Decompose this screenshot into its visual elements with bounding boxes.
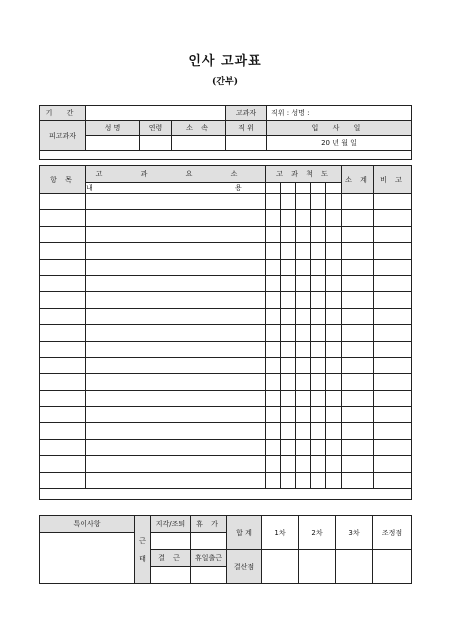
table-cell[interactable] (296, 325, 311, 341)
table-row (40, 456, 412, 472)
table-cell[interactable] (342, 407, 374, 423)
dept-label: 소 속 (172, 121, 226, 136)
table-cell[interactable] (296, 308, 311, 324)
table-cell[interactable] (311, 439, 326, 455)
table-cell[interactable] (311, 456, 326, 472)
table-cell[interactable] (311, 259, 326, 275)
table-cell[interactable] (374, 472, 412, 488)
absence-label: 결 근 (151, 550, 191, 567)
table-cell[interactable] (266, 292, 281, 308)
table-cell[interactable] (311, 325, 326, 341)
item-header: 항 목 (40, 166, 86, 194)
table-cell[interactable] (86, 341, 266, 357)
table-cell[interactable] (374, 390, 412, 406)
table-row (40, 308, 412, 324)
table-cell[interactable] (311, 308, 326, 324)
table-cell[interactable] (342, 243, 374, 259)
table-cell[interactable] (266, 390, 281, 406)
table-cell[interactable] (40, 308, 86, 324)
table-cell[interactable] (266, 210, 281, 226)
table-cell[interactable] (281, 456, 296, 472)
table-cell[interactable] (281, 210, 296, 226)
page-title: 인사 고과표 (188, 54, 262, 69)
table-cell[interactable] (86, 390, 266, 406)
table-row (40, 243, 412, 259)
table-cell[interactable] (326, 374, 342, 390)
table-row (40, 341, 412, 357)
dept-field[interactable] (172, 136, 226, 151)
table-cell[interactable] (342, 357, 374, 373)
table-cell[interactable] (281, 423, 296, 439)
table-cell[interactable] (342, 210, 374, 226)
table-cell[interactable] (374, 308, 412, 324)
table-cell[interactable] (342, 390, 374, 406)
table-cell[interactable] (326, 308, 342, 324)
table-cell[interactable] (266, 472, 281, 488)
table-cell[interactable] (40, 439, 86, 455)
table-cell[interactable] (326, 292, 342, 308)
table-cell[interactable] (296, 390, 311, 406)
table-cell[interactable] (342, 439, 374, 455)
table-cell[interactable] (374, 243, 412, 259)
table-cell[interactable] (311, 275, 326, 291)
table-row (40, 275, 412, 291)
table-cell[interactable] (296, 275, 311, 291)
table-row (40, 407, 412, 423)
evaluator-fields[interactable]: 직위 : 성명 : (267, 106, 412, 121)
first-label: 1차 (262, 516, 299, 550)
table-cell[interactable] (266, 325, 281, 341)
element-header: 고 과 요 소 (86, 166, 266, 183)
table-row (40, 390, 412, 406)
table-cell[interactable] (374, 325, 412, 341)
holiday-work-field[interactable] (191, 567, 227, 584)
late-field[interactable] (151, 533, 191, 550)
table-cell[interactable] (266, 259, 281, 275)
holiday-work-label: 휴일출근 (191, 550, 227, 567)
table-cell[interactable] (374, 292, 412, 308)
table-cell[interactable] (296, 472, 311, 488)
table-cell[interactable] (326, 357, 342, 373)
table-cell[interactable] (86, 472, 266, 488)
table-cell[interactable] (342, 374, 374, 390)
table-cell[interactable] (281, 374, 296, 390)
table-cell[interactable] (40, 357, 86, 373)
table-cell[interactable] (326, 210, 342, 226)
table-cell[interactable] (374, 357, 412, 373)
table-cell[interactable] (311, 374, 326, 390)
table-cell[interactable] (281, 308, 296, 324)
table-cell[interactable] (311, 243, 326, 259)
content-header: 내 용 (86, 184, 312, 192)
third-label: 3차 (336, 516, 373, 550)
table-cell[interactable] (326, 439, 342, 455)
table-cell[interactable] (296, 341, 311, 357)
table-row (40, 357, 412, 373)
table-cell[interactable] (86, 374, 266, 390)
table-cell[interactable] (374, 275, 412, 291)
second-score-field[interactable] (299, 550, 336, 584)
page-subtitle: (간부) (212, 77, 238, 87)
table-row (40, 226, 412, 242)
table-cell[interactable] (374, 210, 412, 226)
table-cell[interactable] (40, 423, 86, 439)
table-cell[interactable] (281, 275, 296, 291)
table-cell[interactable] (374, 226, 412, 242)
final-label: 결산점 (227, 550, 262, 584)
table-cell[interactable] (296, 439, 311, 455)
table-cell[interactable] (326, 259, 342, 275)
table-cell[interactable] (326, 226, 342, 242)
table-cell[interactable] (266, 243, 281, 259)
table-cell[interactable] (86, 226, 266, 242)
table-cell[interactable] (40, 390, 86, 406)
table-cell[interactable] (86, 357, 266, 373)
table-cell[interactable] (374, 407, 412, 423)
vacation-field[interactable] (191, 533, 227, 550)
table-cell[interactable] (326, 341, 342, 357)
table-row (40, 325, 412, 341)
table-cell[interactable] (86, 210, 266, 226)
table-cell[interactable] (40, 243, 86, 259)
table-cell[interactable] (40, 407, 86, 423)
table-cell[interactable] (281, 407, 296, 423)
table-cell[interactable] (296, 357, 311, 373)
table-cell[interactable] (311, 194, 326, 210)
table-cell[interactable] (342, 341, 374, 357)
evaluation-table (39, 165, 412, 500)
name-field[interactable] (86, 136, 140, 151)
table-cell[interactable] (311, 357, 326, 373)
first-score-field[interactable] (262, 550, 299, 584)
table-cell[interactable] (342, 456, 374, 472)
table-cell[interactable] (296, 292, 311, 308)
table-cell[interactable] (86, 243, 266, 259)
table-cell[interactable] (326, 407, 342, 423)
table-cell[interactable] (296, 194, 311, 210)
table-cell[interactable] (281, 243, 296, 259)
table-cell[interactable] (86, 275, 266, 291)
table-cell[interactable] (342, 194, 374, 210)
table-cell[interactable] (266, 456, 281, 472)
table-cell[interactable] (311, 390, 326, 406)
table-cell[interactable] (326, 390, 342, 406)
subtotal-header: 소 계 (342, 166, 374, 194)
table-cell[interactable] (281, 390, 296, 406)
table-cell[interactable] (342, 325, 374, 341)
table-cell[interactable] (374, 423, 412, 439)
table-cell[interactable] (326, 275, 342, 291)
table-cell[interactable] (266, 407, 281, 423)
table-cell[interactable] (342, 226, 374, 242)
table-cell[interactable] (40, 341, 86, 357)
table-row (40, 210, 412, 226)
age-label: 연령 (140, 121, 172, 136)
table-row (40, 439, 412, 455)
remark-header: 비 고 (374, 166, 412, 194)
adjusted-label: 조정점 (373, 516, 412, 550)
table-footer-row (40, 489, 412, 500)
table-cell[interactable] (281, 341, 296, 357)
period-field[interactable] (86, 106, 226, 121)
table-cell[interactable] (296, 456, 311, 472)
table-row (40, 374, 412, 390)
position-label: 직 위 (226, 121, 267, 136)
table-cell[interactable] (266, 439, 281, 455)
table-row (40, 423, 412, 439)
table-cell[interactable] (281, 357, 296, 373)
table-cell[interactable] (266, 423, 281, 439)
table-cell[interactable] (40, 472, 86, 488)
table-cell[interactable] (296, 374, 311, 390)
special-label: 특이사항 (40, 516, 135, 533)
third-score-field[interactable] (336, 550, 373, 584)
table-cell[interactable] (296, 226, 311, 242)
table-cell[interactable] (296, 423, 311, 439)
table-cell[interactable] (326, 243, 342, 259)
table-cell[interactable] (86, 456, 266, 472)
table-cell[interactable] (296, 243, 311, 259)
table-cell[interactable] (86, 292, 266, 308)
second-label: 2차 (299, 516, 336, 550)
table-cell[interactable] (374, 259, 412, 275)
position-field[interactable] (226, 136, 267, 151)
table-cell[interactable] (266, 275, 281, 291)
table-cell[interactable] (311, 292, 326, 308)
scale-header: 고 과 척 도 (266, 166, 342, 183)
table-cell[interactable] (342, 292, 374, 308)
late-label: 지각/조퇴 (151, 516, 191, 533)
table-cell[interactable] (266, 226, 281, 242)
table-cell[interactable] (281, 194, 296, 210)
table-cell[interactable] (86, 439, 266, 455)
table-cell[interactable] (311, 472, 326, 488)
table-cell[interactable] (326, 194, 342, 210)
table-cell[interactable] (40, 210, 86, 226)
table-cell[interactable] (281, 472, 296, 488)
table-cell[interactable] (266, 374, 281, 390)
table-cell[interactable] (296, 210, 311, 226)
table-cell[interactable] (374, 456, 412, 472)
table-cell[interactable] (86, 407, 266, 423)
attendance-label: 근 태 (135, 516, 151, 584)
table-cell[interactable] (281, 439, 296, 455)
table-cell[interactable] (40, 275, 86, 291)
hire-label: 입 사 일 (267, 121, 412, 136)
table-cell[interactable] (326, 472, 342, 488)
table-cell[interactable] (266, 357, 281, 373)
header-info-table (39, 105, 412, 160)
table-cell[interactable] (342, 472, 374, 488)
table-cell[interactable] (296, 259, 311, 275)
table-cell[interactable] (281, 259, 296, 275)
vacation-label: 휴 가 (191, 516, 227, 533)
name-label: 성 명 (86, 121, 140, 136)
table-cell[interactable] (266, 341, 281, 357)
table-cell[interactable] (311, 407, 326, 423)
table-cell[interactable] (326, 456, 342, 472)
table-row (40, 292, 412, 308)
table-row (40, 472, 412, 488)
table-cell[interactable] (86, 194, 266, 210)
table-cell[interactable] (374, 374, 412, 390)
period-label: 기 간 (40, 106, 86, 121)
spacer-row (40, 151, 412, 160)
table-cell[interactable] (86, 308, 266, 324)
table-cell[interactable] (281, 325, 296, 341)
absence-field[interactable] (151, 567, 191, 584)
summary-table (39, 515, 412, 584)
table-cell[interactable] (40, 194, 86, 210)
table-cell[interactable] (374, 194, 412, 210)
table-cell[interactable] (40, 259, 86, 275)
table-cell[interactable] (86, 259, 266, 275)
table-cell[interactable] (326, 423, 342, 439)
hire-date-field[interactable]: 20 년 월 일 (267, 136, 412, 151)
table-cell[interactable] (296, 407, 311, 423)
table-cell[interactable] (311, 210, 326, 226)
table-cell[interactable] (40, 292, 86, 308)
table-cell[interactable] (311, 423, 326, 439)
table-cell[interactable] (342, 275, 374, 291)
table-cell[interactable] (311, 226, 326, 242)
table-cell[interactable] (86, 325, 266, 341)
age-field[interactable] (140, 136, 172, 151)
evaluator-label: 고과자 (226, 106, 267, 121)
table-cell[interactable] (311, 341, 326, 357)
table-cell[interactable] (40, 226, 86, 242)
table-cell[interactable] (281, 226, 296, 242)
table-cell[interactable] (40, 374, 86, 390)
evaluatee-label: 피고과자 (40, 121, 86, 151)
table-cell[interactable] (374, 341, 412, 357)
table-row (40, 259, 412, 275)
table-cell[interactable] (342, 423, 374, 439)
adjusted-score-field[interactable] (373, 550, 412, 584)
special-field[interactable] (40, 533, 135, 584)
table-row (40, 194, 412, 210)
table-cell[interactable] (326, 325, 342, 341)
table-cell[interactable] (40, 325, 86, 341)
table-cell[interactable] (374, 439, 412, 455)
table-cell[interactable] (86, 423, 266, 439)
table-cell[interactable] (266, 308, 281, 324)
total-label: 합 계 (227, 516, 262, 550)
table-cell[interactable] (266, 194, 281, 210)
table-cell[interactable] (40, 456, 86, 472)
table-cell[interactable] (281, 292, 296, 308)
table-cell[interactable] (342, 259, 374, 275)
table-cell[interactable] (342, 308, 374, 324)
